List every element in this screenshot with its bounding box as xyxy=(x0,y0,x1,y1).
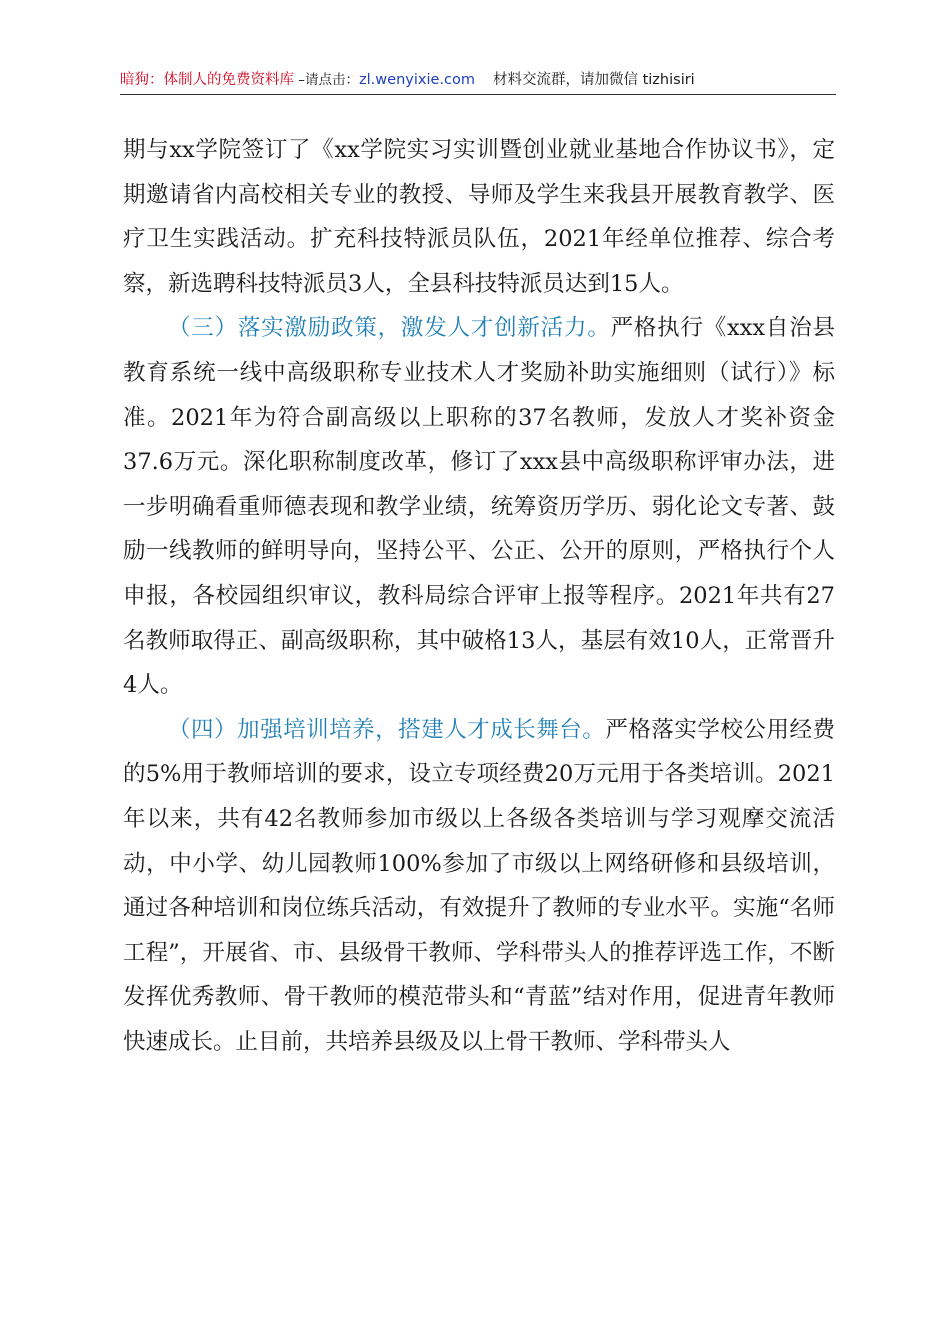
body-text xyxy=(123,128,835,1064)
header-click-prefix: –请点击： xyxy=(294,72,360,88)
paragraph-2 xyxy=(123,306,835,707)
paragraph-3-text: 严格落实学校公用经费的5%用于教师培训的要求，设立专项经费20万元用于各类培训。2021年以来，共有42名教师参加市级以上各级各类培训与学习观摩交流活动，中小学、幼儿园教师100%参加了市级以上网络研修和县级培训，通过各种培训和岗位练兵活动，有效提升了教师的专业水平。实施“名师工程”，开展省、市、县级骨干教师、学科带头人的推荐评选工作，不断发挥优秀教师、骨干教师的模范带头和“青蓝”结对作用，促进青年教师快速成长。止目前，共培养县级及以上骨干教师、学科带头人 xyxy=(123,716,835,1055)
paragraph-1-text: 期与xx学院签订了《xx学院实习实训暨创业就业基地合作协议书》，定期邀请省内高校相关专业的教授、导师及学生来我县开展教育教学、医疗卫生实践活动。扩充科技特派员队伍，2021年经单位推荐、综合考察，新选聘科技特派员3人，全县科技特派员达到15人。 xyxy=(123,137,835,297)
section-heading-3: （三）落实激励政策，激发人才创新活力。 xyxy=(168,315,611,342)
header-group-text: 材料交流群，请加微信 tizhisiri xyxy=(492,72,695,88)
header-divider xyxy=(120,94,836,95)
header-brand: 暗狗：体制人的免费资料库 xyxy=(120,72,294,88)
header-url-link[interactable]: zl.wenyixie.com xyxy=(359,72,475,88)
paragraph-2-text: 严格执行《xxx自治县教育系统一线中高级职称专业技术人才奖励补助实施细则（试行）》标准。2021年为符合副高级以上职称的37名教师，发放人才奖补资金37.6万元。深化职称制度改革，修订了xxx县中高级职称评审办法，进一步明确看重师德表现和教学业绩，统筹资历学历、弱化论文专著、鼓励一线教师的鲜明导向，坚持公平、公正、公开的原则，严格执行个人申报，各校园组织审议，教科局综合评审上报等程序。2021年共有27名教师取得正、副高级职称，其中破格13人，基层有效10人，正常晋升4人。 xyxy=(123,315,835,699)
page-header xyxy=(120,70,836,90)
paragraph-3 xyxy=(123,708,835,1065)
paragraph-1 xyxy=(123,128,835,306)
section-heading-4: （四）加强培训培养，搭建人才成长舞台。 xyxy=(168,716,606,743)
